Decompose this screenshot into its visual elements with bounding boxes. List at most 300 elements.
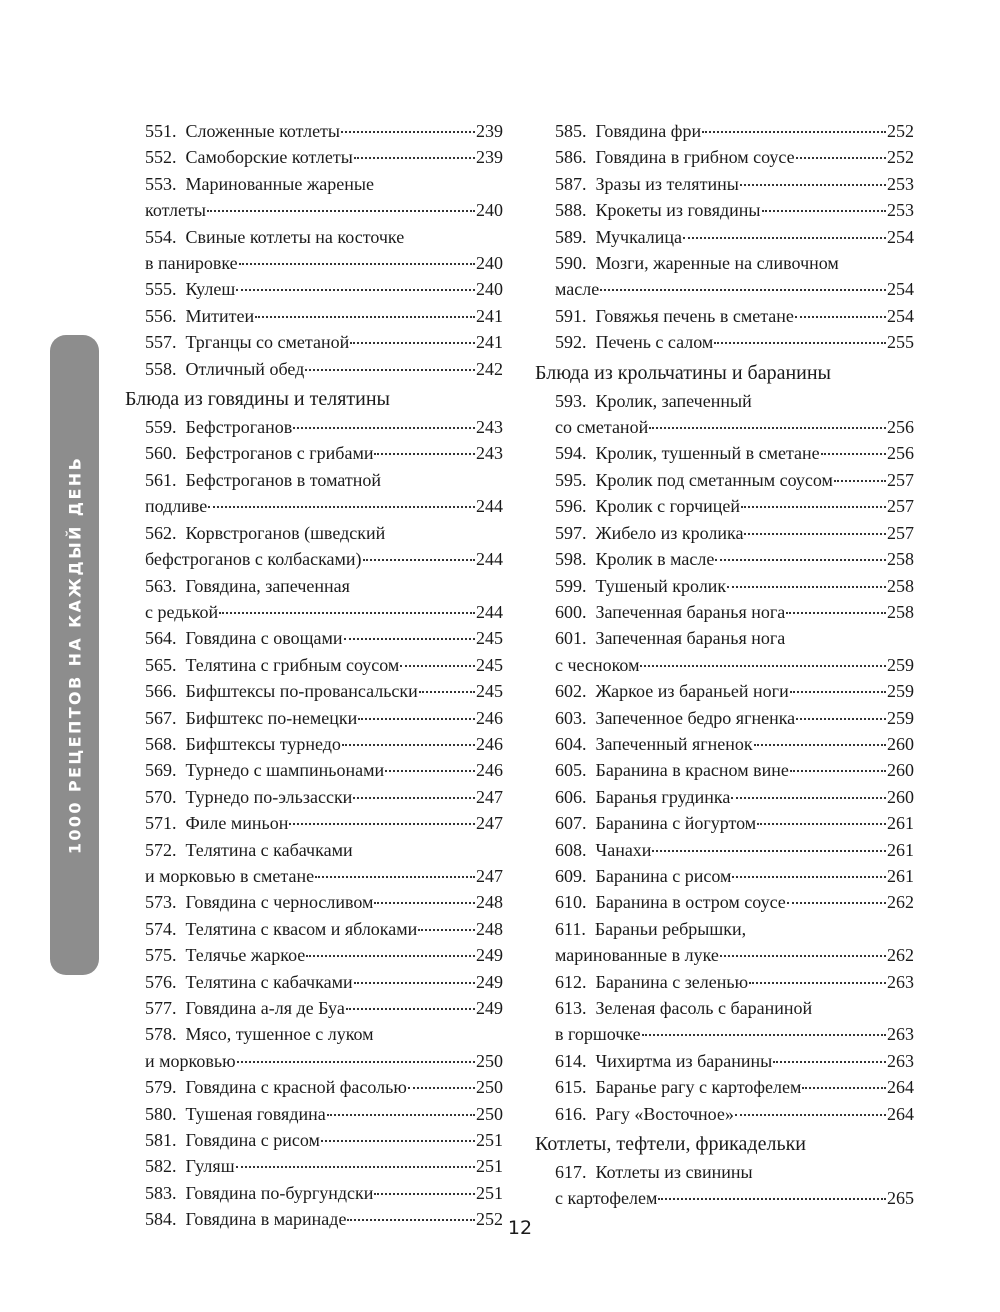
dot-leader <box>732 876 886 878</box>
entry-number: 574. <box>145 918 177 939</box>
toc-entry[interactable] <box>145 810 503 836</box>
entry-title: Кролик, запеченный <box>595 390 752 411</box>
dot-leader <box>344 638 475 640</box>
entry-title: Сложенные котлеты <box>185 121 341 141</box>
entry-number: 579. <box>145 1077 177 1098</box>
dot-leader <box>754 744 886 746</box>
entry-title: Турнедо по-эльзасски <box>185 786 353 807</box>
toc-entry-last-line <box>145 118 503 144</box>
toc-entry[interactable] <box>145 1021 503 1074</box>
toc-entry-last-line <box>145 969 503 995</box>
toc-entry[interactable] <box>555 837 914 863</box>
toc-entry-line <box>555 625 914 651</box>
dot-leader <box>239 263 475 265</box>
dot-leader <box>341 131 475 133</box>
entry-number: 602. <box>555 681 587 702</box>
toc-entry[interactable] <box>555 1159 914 1212</box>
toc-entry[interactable] <box>555 678 914 704</box>
entry-page: 264 <box>887 1077 914 1098</box>
entry-page: 257 <box>887 522 914 543</box>
toc-entry-last-line <box>555 889 914 915</box>
entry-page: 249 <box>476 998 503 1018</box>
entry-title: Печень с салом <box>595 332 714 353</box>
entry-title: Говяжья печень в сметане <box>595 305 794 326</box>
toc-entry[interactable] <box>555 224 914 250</box>
dot-leader <box>363 559 475 561</box>
toc-entry-line <box>145 1021 503 1047</box>
entry-number: 561. <box>145 469 177 490</box>
entry-number: 573. <box>145 892 177 913</box>
entry-title: Телятина с кабачками <box>185 839 353 860</box>
entry-page: 240 <box>476 253 503 274</box>
dot-leader <box>346 1008 475 1010</box>
entry-title: Бараньи ребрышки, <box>594 918 747 939</box>
toc-entry[interactable] <box>555 863 914 889</box>
entry-title: Мититеи <box>185 305 255 326</box>
entry-page: 252 <box>887 147 914 168</box>
toc-entry-last-line <box>145 889 503 915</box>
dot-leader <box>321 1140 475 1142</box>
dot-leader <box>786 612 886 614</box>
entry-number: 592. <box>555 332 587 353</box>
entry-page: 263 <box>887 1050 914 1071</box>
entry-number: 587. <box>555 173 587 194</box>
entry-title: Маринованные жареные <box>185 173 374 194</box>
toc-entry[interactable] <box>555 599 914 625</box>
entry-title: Жибело из кролика <box>595 522 744 543</box>
entry-page: 260 <box>887 760 914 781</box>
toc-entry[interactable] <box>145 573 503 626</box>
toc-entry-last-line <box>555 1048 914 1074</box>
toc-entry-last-line <box>145 1153 503 1179</box>
toc-entry[interactable] <box>145 329 503 355</box>
toc-entry[interactable] <box>145 705 503 731</box>
entry-page: 252 <box>887 121 914 141</box>
toc-entry[interactable] <box>145 625 503 651</box>
toc-entry[interactable] <box>145 171 503 224</box>
dot-leader <box>702 131 886 133</box>
entry-page: 243 <box>476 443 503 464</box>
toc-entry[interactable] <box>555 440 914 466</box>
entry-title: Говядина фри <box>595 121 702 141</box>
toc-entry[interactable] <box>555 197 914 223</box>
entry-title: Свиные котлеты на косточке <box>185 226 405 247</box>
entry-number: 568. <box>145 733 177 754</box>
toc-entry[interactable] <box>555 625 914 678</box>
entry-page: 247 <box>476 786 503 807</box>
toc-entry[interactable] <box>145 1074 503 1100</box>
dot-leader <box>658 1198 886 1200</box>
entry-page: 248 <box>476 918 503 939</box>
entry-title: Мясо, тушенное с луком <box>185 1024 374 1045</box>
dot-leader <box>762 210 887 212</box>
dot-leader <box>834 480 886 482</box>
toc-entry-last-line <box>145 440 503 466</box>
entry-number: 556. <box>145 305 177 326</box>
entry-title: с редькой <box>145 601 219 622</box>
toc-entry-last-line <box>145 303 503 329</box>
entry-page: 260 <box>887 733 914 754</box>
entry-title: Говядина с овощами <box>185 628 343 649</box>
toc-entry[interactable] <box>145 118 503 144</box>
toc-entry[interactable] <box>145 784 503 810</box>
entry-title: Баранья грудинка <box>595 786 731 807</box>
entry-number: 605. <box>555 760 587 781</box>
toc-entry-last-line <box>555 863 914 889</box>
entry-title: Запеченный ягненок <box>595 733 753 754</box>
entry-title: Кулеш <box>185 279 236 300</box>
toc-entry[interactable] <box>555 250 914 303</box>
entry-title: Говядина а-ля де Буа <box>185 998 345 1018</box>
toc-entry[interactable] <box>145 916 503 942</box>
entry-title: подливе <box>145 496 208 517</box>
entry-number: 616. <box>555 1103 587 1124</box>
toc-entry-last-line <box>555 276 914 302</box>
toc-entry[interactable] <box>555 1101 914 1127</box>
entry-number: 613. <box>555 998 587 1018</box>
toc-entry[interactable] <box>145 1127 503 1153</box>
entry-number: 551. <box>145 121 177 141</box>
entry-number: 604. <box>555 733 587 754</box>
toc-entry[interactable] <box>145 652 503 678</box>
toc-entry[interactable] <box>555 144 914 170</box>
toc-entry-line <box>145 520 503 546</box>
toc-entry[interactable] <box>555 388 914 441</box>
entry-page: 257 <box>887 469 914 490</box>
toc-entry-last-line <box>555 546 914 572</box>
toc-entry-last-line <box>555 440 914 466</box>
entry-title: с картофелем <box>555 1188 658 1209</box>
entry-title: Кролик в масле <box>595 549 715 570</box>
entry-title: Чихиртма из баранины <box>595 1050 773 1071</box>
toc-entry-line <box>145 467 503 493</box>
toc-entry-last-line <box>555 652 914 678</box>
entry-title: Баранина с рисом <box>595 865 732 886</box>
toc-entry-line <box>145 171 503 197</box>
toc-entry-last-line <box>555 303 914 329</box>
toc-entry[interactable] <box>145 467 503 520</box>
entry-page: 261 <box>887 839 914 860</box>
dot-leader <box>787 902 886 904</box>
entry-page: 258 <box>887 601 914 622</box>
section-heading: Блюда из говядины и телятины <box>125 388 390 411</box>
entry-number: 590. <box>555 253 587 274</box>
toc-entry[interactable] <box>145 889 503 915</box>
entry-page: 253 <box>887 200 914 221</box>
toc-entry[interactable] <box>555 546 914 572</box>
entry-page: 243 <box>476 417 503 438</box>
toc-entry-last-line <box>145 731 503 757</box>
toc-entry-last-line <box>555 197 914 223</box>
entry-page: 250 <box>476 1103 503 1124</box>
toc-entry-last-line <box>145 250 503 276</box>
toc-entry-last-line <box>555 837 914 863</box>
dot-leader <box>354 157 475 159</box>
toc-entry-last-line <box>555 705 914 731</box>
toc-entry[interactable] <box>145 276 503 302</box>
entry-page: 248 <box>476 892 503 913</box>
toc-entry[interactable] <box>145 995 503 1021</box>
entry-title: Рагу «Восточное» <box>595 1103 734 1124</box>
dot-leader <box>740 184 886 186</box>
toc-entry[interactable] <box>555 810 914 836</box>
entry-number: 614. <box>555 1050 587 1071</box>
toc-entry[interactable] <box>555 731 914 757</box>
toc-entry[interactable] <box>145 678 503 704</box>
toc-entry-last-line <box>145 652 503 678</box>
entry-title: Баранина с зеленью <box>595 971 749 992</box>
toc-entry-last-line <box>145 197 503 223</box>
entry-page: 246 <box>476 760 503 781</box>
entry-number: 598. <box>555 549 587 570</box>
toc-right-column <box>535 118 914 1212</box>
toc-entry[interactable] <box>145 1153 503 1179</box>
entry-page: 262 <box>887 945 914 966</box>
entry-number: 562. <box>145 522 177 543</box>
entry-number: 565. <box>145 654 177 675</box>
entry-title: Бифштекс по-немецки <box>185 707 358 728</box>
dot-leader <box>207 210 475 212</box>
toc-entry-last-line <box>555 573 914 599</box>
toc-entry[interactable] <box>145 414 503 440</box>
dot-leader <box>802 1087 886 1089</box>
toc-entry[interactable] <box>555 467 914 493</box>
toc-entry[interactable] <box>555 118 914 144</box>
entry-title: Говядина по-бургундски <box>185 1182 374 1203</box>
entry-page: 258 <box>887 575 914 596</box>
entry-number: 571. <box>145 813 177 834</box>
dot-leader <box>400 665 475 667</box>
toc-entry[interactable] <box>145 1101 503 1127</box>
entry-page: 258 <box>887 549 914 570</box>
toc-entry[interactable] <box>555 784 914 810</box>
toc-entry[interactable] <box>555 757 914 783</box>
entry-number: 595. <box>555 469 587 490</box>
dot-leader <box>600 289 886 291</box>
toc-entry-line <box>555 995 914 1021</box>
toc-entry-last-line <box>145 1180 503 1206</box>
entry-page: 256 <box>887 417 914 438</box>
entry-number: 589. <box>555 226 587 247</box>
toc-entry[interactable] <box>145 356 503 382</box>
toc-entry[interactable] <box>145 837 503 890</box>
toc-entry[interactable] <box>145 757 503 783</box>
entry-title: Говядина, запеченная <box>185 575 350 596</box>
entry-number: 558. <box>145 358 177 379</box>
entry-title: Тушеный кролик <box>595 575 727 596</box>
toc-entry[interactable] <box>555 329 914 355</box>
toc-entry-line <box>145 837 503 863</box>
dot-leader <box>757 823 886 825</box>
entry-title: и морковью в сметане <box>145 865 315 886</box>
entry-page: 259 <box>887 681 914 702</box>
dot-leader <box>208 506 475 508</box>
toc-entry-last-line <box>555 493 914 519</box>
entry-title: со сметаной <box>555 417 649 438</box>
dot-leader <box>219 612 475 614</box>
toc-entry[interactable] <box>145 520 503 573</box>
entry-number: 597. <box>555 522 587 543</box>
toc-entry-line <box>145 573 503 599</box>
entry-page: 247 <box>476 813 503 834</box>
toc-entry[interactable] <box>555 916 914 969</box>
entry-title: Запеченная баранья нога <box>595 601 786 622</box>
dot-leader <box>236 289 475 291</box>
entry-number: 554. <box>145 226 177 247</box>
entry-title: Баранина в остром соусе <box>595 892 786 913</box>
entry-page: 241 <box>476 305 503 326</box>
entry-page: 264 <box>887 1103 914 1124</box>
entry-title: Баранина в красном вине <box>595 760 789 781</box>
entry-title: Филе миньон <box>185 813 289 834</box>
dot-leader <box>289 823 475 825</box>
entry-page: 255 <box>887 332 914 353</box>
entry-title: масле <box>555 279 600 300</box>
entry-number: 577. <box>145 998 177 1018</box>
toc-entry-last-line <box>555 599 914 625</box>
dot-leader <box>727 586 886 588</box>
entry-title: Запеченная баранья нога <box>595 628 786 649</box>
entry-number: 600. <box>555 601 587 622</box>
entry-title: бефстроганов с колбасками) <box>145 549 362 570</box>
entry-page: 245 <box>476 681 503 702</box>
dot-leader <box>342 744 475 746</box>
page-number: 12 <box>507 1217 533 1239</box>
entry-page: 263 <box>887 971 914 992</box>
toc-entry[interactable] <box>555 1048 914 1074</box>
entry-page: 246 <box>476 733 503 754</box>
entry-page: 261 <box>887 813 914 834</box>
dot-leader <box>354 982 475 984</box>
toc-entry-last-line <box>145 1048 503 1074</box>
entry-number: 582. <box>145 1156 177 1177</box>
entry-title: Кролик, тушенный в сметане <box>595 443 820 464</box>
entry-number: 596. <box>555 496 587 517</box>
entry-page: 251 <box>476 1156 503 1177</box>
entry-title: котлеты <box>145 200 206 221</box>
entry-page: 245 <box>476 654 503 675</box>
entry-number: 583. <box>145 1182 177 1203</box>
toc-entry-last-line <box>145 705 503 731</box>
dot-leader <box>306 955 475 957</box>
toc-entry-last-line <box>555 520 914 546</box>
side-tab-text: 1000 РЕЦЕПТОВ НА КАЖДЫЙ ДЕНЬ <box>65 455 84 855</box>
dot-leader <box>796 718 886 720</box>
entry-page: 259 <box>887 707 914 728</box>
toc-entry-last-line <box>145 276 503 302</box>
toc-entry[interactable] <box>145 1180 503 1206</box>
dot-leader <box>714 342 886 344</box>
entry-title: Мучкалица <box>595 226 682 247</box>
entry-number: 588. <box>555 200 587 221</box>
toc-entry[interactable] <box>555 171 914 197</box>
entry-page: 257 <box>887 496 914 517</box>
toc-entry[interactable] <box>145 440 503 466</box>
dot-leader <box>642 1034 886 1036</box>
entry-title: Телятина с кабачками <box>185 971 353 992</box>
toc-entry[interactable] <box>555 303 914 329</box>
entry-title: Говядина в грибном соусе <box>595 147 795 168</box>
toc-entry[interactable] <box>145 144 503 170</box>
entry-number: 591. <box>555 305 587 326</box>
toc-left-column <box>125 118 503 1233</box>
dot-leader <box>741 506 886 508</box>
entry-page: 239 <box>476 121 503 141</box>
dot-leader <box>255 316 475 318</box>
dot-leader <box>773 1061 886 1063</box>
entry-page: 261 <box>887 865 914 886</box>
toc-entry[interactable] <box>145 942 503 968</box>
dot-leader <box>385 770 475 772</box>
entry-title: Тушеная говядина <box>185 1103 326 1124</box>
toc-entry[interactable] <box>555 969 914 995</box>
entry-page: 247 <box>476 865 503 886</box>
dot-leader <box>293 427 475 429</box>
entry-title: Кролик с горчицей <box>595 496 741 517</box>
toc-entry-last-line <box>145 995 503 1021</box>
toc-entry-last-line <box>555 731 914 757</box>
toc-entry-last-line <box>555 414 914 440</box>
entry-number: 607. <box>555 813 587 834</box>
toc-entry[interactable] <box>145 969 503 995</box>
dot-leader <box>640 665 886 667</box>
toc-entry-last-line <box>555 942 914 968</box>
toc-entry-last-line <box>555 144 914 170</box>
entry-number: 553. <box>145 173 177 194</box>
toc-entry-last-line <box>555 224 914 250</box>
dot-leader <box>350 342 475 344</box>
entry-page: 244 <box>476 496 503 517</box>
dot-leader <box>236 1166 475 1168</box>
dot-leader <box>374 453 475 455</box>
toc-entry[interactable] <box>555 493 914 519</box>
toc-entry-last-line <box>555 1074 914 1100</box>
toc-entry-last-line <box>555 678 914 704</box>
entry-title: Говядина в маринаде <box>185 1209 347 1230</box>
toc-entry-last-line <box>145 625 503 651</box>
toc-entry-last-line <box>145 144 503 170</box>
toc-entry[interactable] <box>555 889 914 915</box>
toc-entry[interactable] <box>145 731 503 757</box>
toc-entry[interactable] <box>555 705 914 731</box>
dot-leader <box>374 1193 475 1195</box>
toc-entry-line <box>555 388 914 414</box>
entry-title: Корвстроганов (шведский <box>185 522 386 543</box>
toc-entry[interactable] <box>145 224 503 277</box>
entry-number: 569. <box>145 760 177 781</box>
toc-entry[interactable] <box>555 1074 914 1100</box>
entry-number: 560. <box>145 443 177 464</box>
side-tab <box>50 335 99 975</box>
toc-entry-last-line <box>555 1021 914 1047</box>
entry-page: 241 <box>476 332 503 353</box>
toc-entry[interactable] <box>145 303 503 329</box>
dot-leader <box>358 718 475 720</box>
entry-title: Самоборские котлеты <box>185 147 353 168</box>
entry-title: Бифштексы турнедо <box>185 733 341 754</box>
entry-title: Крокеты из говядины <box>595 200 761 221</box>
entry-title: Отличный обед <box>185 358 305 379</box>
toc-entry-line <box>555 1159 914 1185</box>
toc-entry[interactable] <box>555 995 914 1048</box>
entry-page: 249 <box>476 971 503 992</box>
toc-entry-last-line <box>145 493 503 519</box>
toc-entry[interactable] <box>555 573 914 599</box>
entry-number: 612. <box>555 971 587 992</box>
toc-entry[interactable] <box>555 520 914 546</box>
dot-leader <box>418 929 475 931</box>
entry-title: Котлеты из свинины <box>595 1162 753 1183</box>
